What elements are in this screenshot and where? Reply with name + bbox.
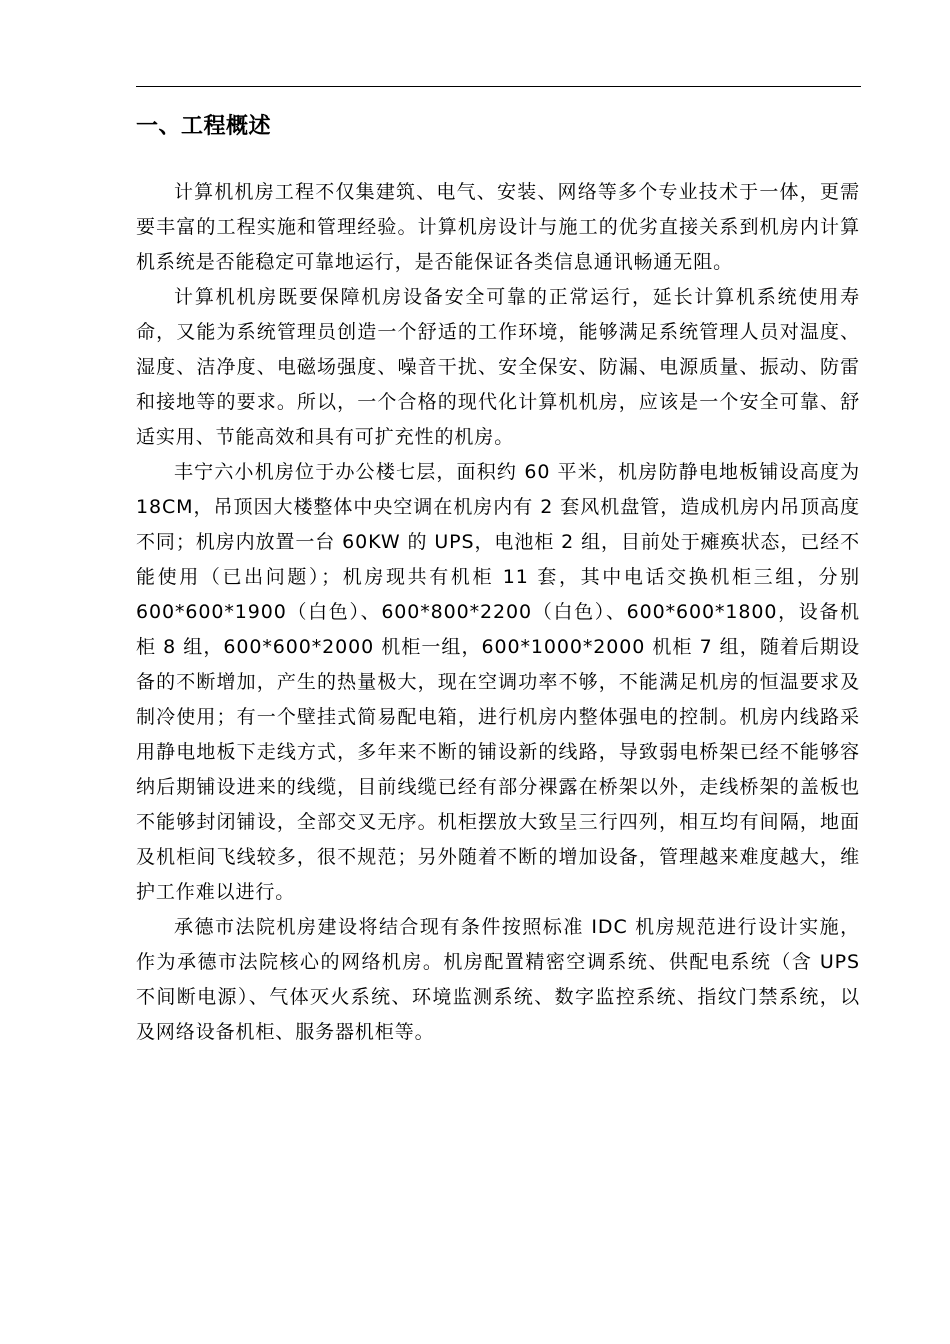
header-rule bbox=[136, 86, 861, 87]
paragraph-requirements: 计算机机房既要保障机房设备安全可靠的正常运行，延长计算机系统使用寿命，又能为系统管理员创造一个舒适的工作环境，能够满足系统管理人员对温度、湿度、洁净度、电磁场强度、噪音干扰、安全保安、防漏、电源质量、振动、防雷和接地等的要求。所以，一个合格的现代化计算机机房，应该是一个安全可靠、舒适实用、节能高效和具有可扩充性的机房。 bbox=[136, 286, 860, 448]
body-text bbox=[136, 175, 860, 1050]
section-heading: 一、工程概述 bbox=[136, 114, 272, 139]
paragraph-overview: 计算机机房工程不仅集建筑、电气、安装、网络等多个专业技术于一体，更需要丰富的工程实施和管理经验。计算机房设计与施工的优劣直接关系到机房内计算机系统是否能稳定可靠地运行，是否能保证各类信息通讯畅通无阻。 bbox=[136, 181, 860, 273]
paragraph-current-status: 丰宁六小机房位于办公楼七层，面积约 60 平米，机房防静电地板铺设高度为 18CM，吊顶因大楼整体中央空调在机房内有 2 套风机盘管，造成机房内吊顶高度不同；机房内放置一台 60KW 的 UPS，电池柜 2 组，目前处于瘫痪状态，已经不能使用（已出问题）；机房现共有机柜 11 套，其中电话交换机柜三组，分别 600*600*1900（白色）、600*800*2200（白色）、600*600*1800，设备机柜 8 组，600*600*2000 机柜一组，600*1000*2000 机柜 7 组，随着后期设备的不断增加，产生的热量极大，现在空调功率不够，不能满足机房的恒温要求及制冷使用；有一个壁挂式简易配电箱，进行机房内整体强电的控制。机房内线路采用静电地板下走线方式，多年来不断的铺设新的线路，导致弱电桥架已经不能够容纳后期铺设进来的线缆，目前线缆已经有部分裸露在桥架以外，走线桥架的盖板也不能够封闭铺设，全部交叉无序。机柜摆放大致呈三行四列，相互均有间隔，地面及机柜间飞线较多，很不规范；另外随着不断的增加设备，管理越来难度越大，维护工作难以进行。 bbox=[136, 461, 860, 903]
paragraph-plan: 承德市法院机房建设将结合现有条件按照标准 IDC 机房规范进行设计实施，作为承德市法院核心的网络机房。机房配置精密空调系统、供配电系统（含 UPS 不间断电源）、气体灭火系统、环境监测系统、数字监控系统、指纹门禁系统，以及网络设备机柜、服务器机柜等。 bbox=[136, 916, 860, 1043]
